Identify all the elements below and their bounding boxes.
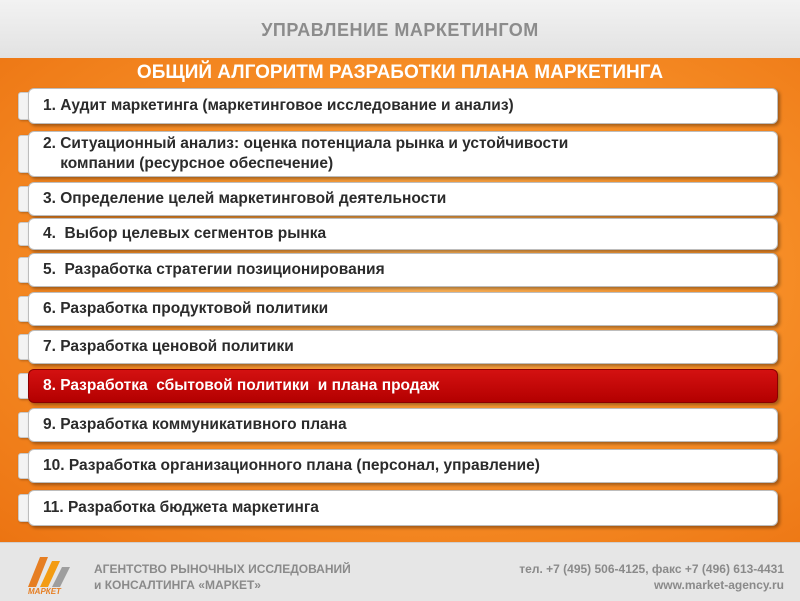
logo-text: МАРКЕТ [28, 587, 61, 596]
step-8-active [18, 369, 778, 403]
step-1 [18, 88, 778, 124]
step-label: 7. Разработка ценовой политики [28, 330, 778, 364]
contacts [519, 561, 784, 593]
step-5 [18, 253, 778, 287]
step-label: 9. Разработка коммуникативного плана [28, 408, 778, 442]
step-label: 5. Разработка стратегии позиционирования [28, 253, 778, 287]
step-4 [18, 218, 778, 250]
step-label: 4. Выбор целевых сегментов рынка [28, 218, 778, 250]
panel-title: ОБЩИЙ АЛГОРИТМ РАЗРАБОТКИ ПЛАНА МАРКЕТИНГА [136, 62, 664, 83]
header-title: УПРАВЛЕНИЕ МАРКЕТИНГОМ [261, 20, 539, 40]
step-label: 11. Разработка бюджета маркетинга [28, 490, 778, 526]
agency-line-1: АГЕНТСТВО РЫНОЧНЫХ ИССЛЕДОВАНИЙ [94, 562, 351, 576]
agency-name [94, 561, 351, 593]
step-6 [18, 292, 778, 326]
step-label: 6. Разработка продуктовой политики [28, 292, 778, 326]
step-2 [18, 131, 778, 177]
slide-header [0, 0, 800, 59]
step-label: 1. Аудит маркетинга (маркетинговое исследование и анализ) [28, 88, 778, 124]
step-3 [18, 182, 778, 216]
website-link[interactable]: www.market-agency.ru [653, 578, 784, 592]
slide-footer [0, 542, 800, 601]
step-label: 8. Разработка сбытовой политики и плана продаж [28, 369, 778, 403]
phone-fax: тел. +7 (495) 506-4125, факс +7 (496) 613-4431 [519, 562, 784, 576]
step-9 [18, 408, 778, 442]
step-label: 2. Ситуационный анализ: оценка потенциала рынка и устойчивости компании (ресурсное обеспечение) [28, 131, 778, 177]
step-label: 3. Определение целей маркетинговой деятельности [28, 182, 778, 216]
step-7 [18, 330, 778, 364]
step-11 [18, 490, 778, 526]
step-label: 10. Разработка организационного плана (персонал, управление) [28, 449, 778, 483]
step-10 [18, 449, 778, 483]
agency-line-2: и КОНСАЛТИНГА «МАРКЕТ» [94, 578, 261, 592]
